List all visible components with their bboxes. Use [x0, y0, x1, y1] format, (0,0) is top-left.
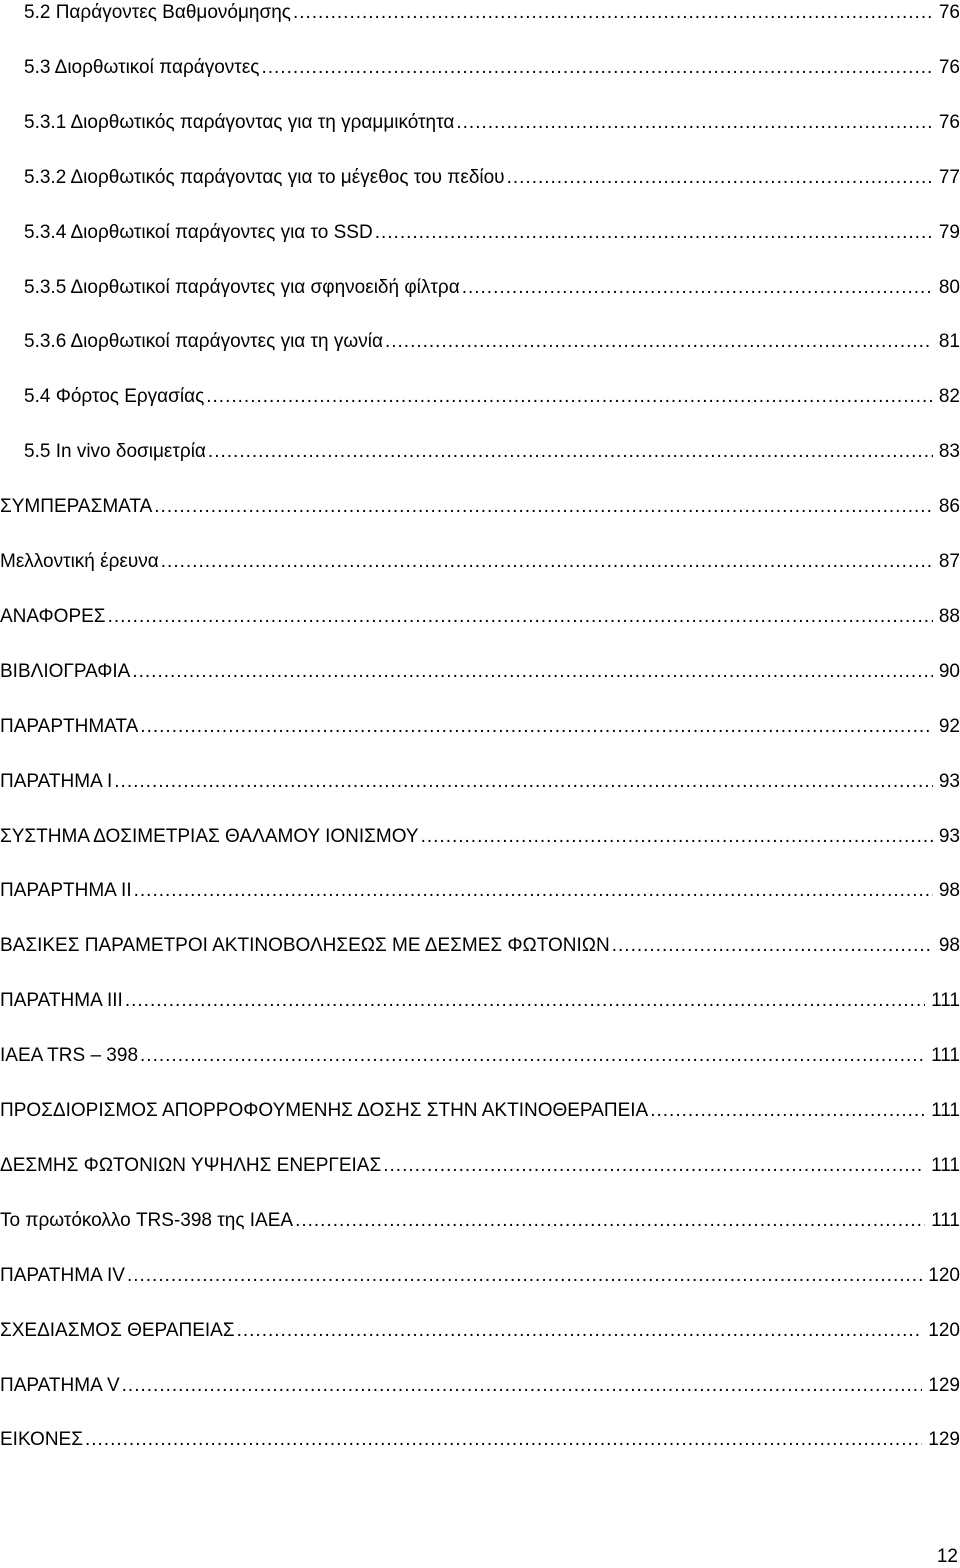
toc-entry-page: 82 — [938, 386, 960, 408]
dot-leader — [140, 714, 933, 740]
toc-entry-page: 76 — [938, 2, 960, 23]
toc-entry-label: ΠΑΡΑΤΗΜΑ ΙV — [0, 1264, 125, 1286]
dot-leader — [125, 988, 925, 1014]
toc-entry-page: 86 — [938, 496, 960, 518]
toc-entry-label: ΒΙΒΛΙΟΓΡΑΦΙΑ — [0, 660, 131, 682]
toc-entry-page: 111 — [931, 1154, 960, 1176]
toc-entry-label: 5.3.6 Διορθωτικοί παράγοντες για τη γωνία — [24, 331, 383, 353]
toc-entry-label: 5.4 Φόρτος Εργασίας — [24, 386, 205, 408]
toc-entry-page: 90 — [938, 660, 960, 682]
dot-leader — [114, 769, 933, 795]
toc-entry[interactable] — [0, 769, 960, 795]
toc-entry[interactable] — [0, 275, 960, 301]
toc-entry[interactable] — [0, 1098, 960, 1124]
toc-entry[interactable] — [0, 1208, 960, 1234]
toc-entry[interactable] — [0, 604, 960, 630]
dot-leader — [154, 494, 933, 520]
dot-leader — [161, 549, 933, 575]
toc-entry-label: 5.3.1 Διορθωτικός παράγοντας για τη γραμμικότητα — [24, 111, 455, 133]
toc-entry-page: 111 — [931, 990, 960, 1012]
toc-entry-label: 5.2 Παράγοντες Βαθμονόμησης — [24, 2, 291, 23]
dot-leader — [108, 604, 933, 630]
dot-leader — [134, 878, 933, 904]
dot-leader — [122, 1373, 923, 1399]
toc-entry-label: ΑΝΑΦΟΡΕΣ — [0, 605, 106, 627]
dot-leader — [385, 329, 933, 355]
toc-entry-page: 81 — [938, 331, 960, 353]
dot-leader — [293, 0, 933, 26]
toc-entry-page: 111 — [931, 1045, 960, 1067]
toc-entry[interactable] — [0, 1263, 960, 1289]
toc-entry[interactable] — [0, 549, 960, 575]
toc-entry-page: 83 — [938, 441, 960, 463]
toc-entry-label: 5.3.5 Διορθωτικοί παράγοντες για σφηνοειδή φίλτρα — [24, 276, 460, 298]
toc-entry[interactable] — [0, 55, 960, 81]
toc-entry-page: 92 — [938, 715, 960, 737]
toc-entry-page: 93 — [938, 770, 960, 792]
toc-entry-page: 76 — [938, 111, 960, 133]
dot-leader — [456, 110, 933, 136]
dot-leader — [295, 1208, 925, 1234]
toc-entry-label: ΔΕΣΜΗΣ ΦΩΤΟΝΙΩΝ ΥΨΗΛΗΣ ΕΝΕΡΓΕΙΑΣ — [0, 1154, 382, 1176]
toc-entry[interactable] — [0, 933, 960, 959]
toc-entry-label: ΠΑΡΑΤΗΜΑ V — [0, 1374, 120, 1396]
toc-entry[interactable] — [0, 714, 960, 740]
toc-entry[interactable] — [0, 1427, 960, 1453]
toc-entry-page: 129 — [928, 1429, 960, 1451]
toc-entry-page: 77 — [938, 166, 960, 188]
toc-entry[interactable] — [0, 165, 960, 191]
dot-leader — [650, 1098, 925, 1124]
toc-entry-label: IAEA TRS – 398 — [0, 1045, 139, 1067]
toc-entry[interactable] — [0, 0, 960, 26]
dot-leader — [127, 1263, 922, 1289]
dot-leader — [237, 1318, 923, 1344]
toc-entry[interactable] — [0, 1153, 960, 1179]
toc-entry-label: Μελλοντική έρευνα — [0, 551, 159, 572]
toc-entry-label: ΠΡΟΣΔΙΟΡΙΣΜΟΣ ΑΠΟΡΡΟΦΟΥΜΕΝΗΣ ΔΟΣΗΣ ΣΤΗΝ ΑΚΤΙΝΟΘΕΡΑΠΕΙΑ — [0, 1100, 649, 1121]
toc-entry-page: 80 — [938, 276, 960, 298]
toc-entry[interactable] — [0, 988, 960, 1014]
toc-entry[interactable] — [0, 329, 960, 355]
toc-entry-page: 111 — [931, 1209, 960, 1231]
dot-leader — [421, 824, 933, 850]
dot-leader — [132, 659, 933, 685]
toc-entry-label: Το πρωτόκολλο TRS-398 της ΙΑΕΑ — [0, 1209, 294, 1231]
toc-entry-label: 5.3 Διορθωτικοί παράγοντες — [24, 56, 260, 78]
page-number: 12 — [936, 1546, 958, 1567]
toc-entry-label: ΠΑΡΑΡΤΗΜΑ ΙΙ — [0, 880, 132, 902]
toc-entry[interactable] — [0, 439, 960, 465]
toc-entry-label: ΣΥΣΤΗΜΑ ΔΟΣΙΜΕΤΡΙΑΣ ΘΑΛΑΜΟΥ ΙΟΝΙΣΜΟΥ — [0, 825, 419, 847]
toc-entry-label: ΣΧΕΔΙΑΣΜΟΣ ΘΕΡΑΠΕΙΑΣ — [0, 1319, 235, 1341]
toc-entry-label: 5.3.2 Διορθωτικός παράγοντας για το μέγεθος του πεδίου — [24, 166, 505, 188]
dot-leader — [140, 1043, 925, 1069]
toc-entry[interactable] — [0, 384, 960, 410]
toc-entry-page: 88 — [938, 605, 960, 627]
toc-entry[interactable] — [0, 824, 960, 850]
dot-leader — [208, 439, 933, 465]
toc-entry-page: 93 — [938, 825, 960, 847]
toc-entry-page: 129 — [928, 1374, 960, 1396]
toc-entry-label: ΠΑΡΑΤΗΜΑ Ι — [0, 770, 113, 792]
toc-entry-page: 79 — [938, 221, 960, 243]
toc-entry[interactable] — [0, 1043, 960, 1069]
toc-entry[interactable] — [0, 878, 960, 904]
toc-entry-label: ΣΥΜΠΕΡΑΣΜΑΤΑ — [0, 496, 153, 518]
toc-entry-page: 120 — [928, 1264, 960, 1286]
toc-entry-page: 120 — [928, 1319, 960, 1341]
toc-entry-page: 98 — [938, 935, 960, 957]
dot-leader — [375, 220, 933, 246]
toc-entry-page: 76 — [938, 56, 960, 78]
toc-entry-label: ΠΑΡΑΤΗΜΑ ΙΙΙ — [0, 990, 123, 1012]
toc-entry[interactable] — [0, 1318, 960, 1344]
dot-leader — [462, 275, 933, 301]
toc-entry-label: 5.5 In vivo δοσιμετρία — [24, 441, 206, 463]
toc-entry[interactable] — [0, 220, 960, 246]
toc-entry-page: 87 — [938, 551, 960, 572]
dot-leader — [383, 1153, 925, 1179]
toc-entry-label: ΠΑΡΑΡΤΗΜΑΤΑ — [0, 715, 139, 737]
toc-entry[interactable] — [0, 494, 960, 520]
toc-entry-page: 111 — [931, 1100, 960, 1121]
toc-entry-label: ΕΙΚΟΝΕΣ — [0, 1429, 83, 1451]
toc-entry-label: ΒΑΣΙΚΕΣ ΠΑΡΑΜΕΤΡΟΙ ΑΚΤΙΝΟΒΟΛΗΣΕΩΣ ΜΕ ΔΕΣΜΕΣ ΦΩΤΟΝΙΩΝ — [0, 935, 610, 957]
dot-leader — [85, 1427, 922, 1453]
toc-entry-label: 5.3.4 Διορθωτικοί παράγοντες για το SSD — [24, 221, 373, 243]
dot-leader — [261, 55, 932, 81]
dot-leader — [507, 165, 933, 191]
toc-entry[interactable] — [0, 110, 960, 136]
toc-entry[interactable] — [0, 1373, 960, 1399]
dot-leader — [206, 384, 933, 410]
toc-entry-page: 98 — [938, 880, 960, 902]
dot-leader — [612, 933, 933, 959]
toc-entry[interactable] — [0, 659, 960, 685]
